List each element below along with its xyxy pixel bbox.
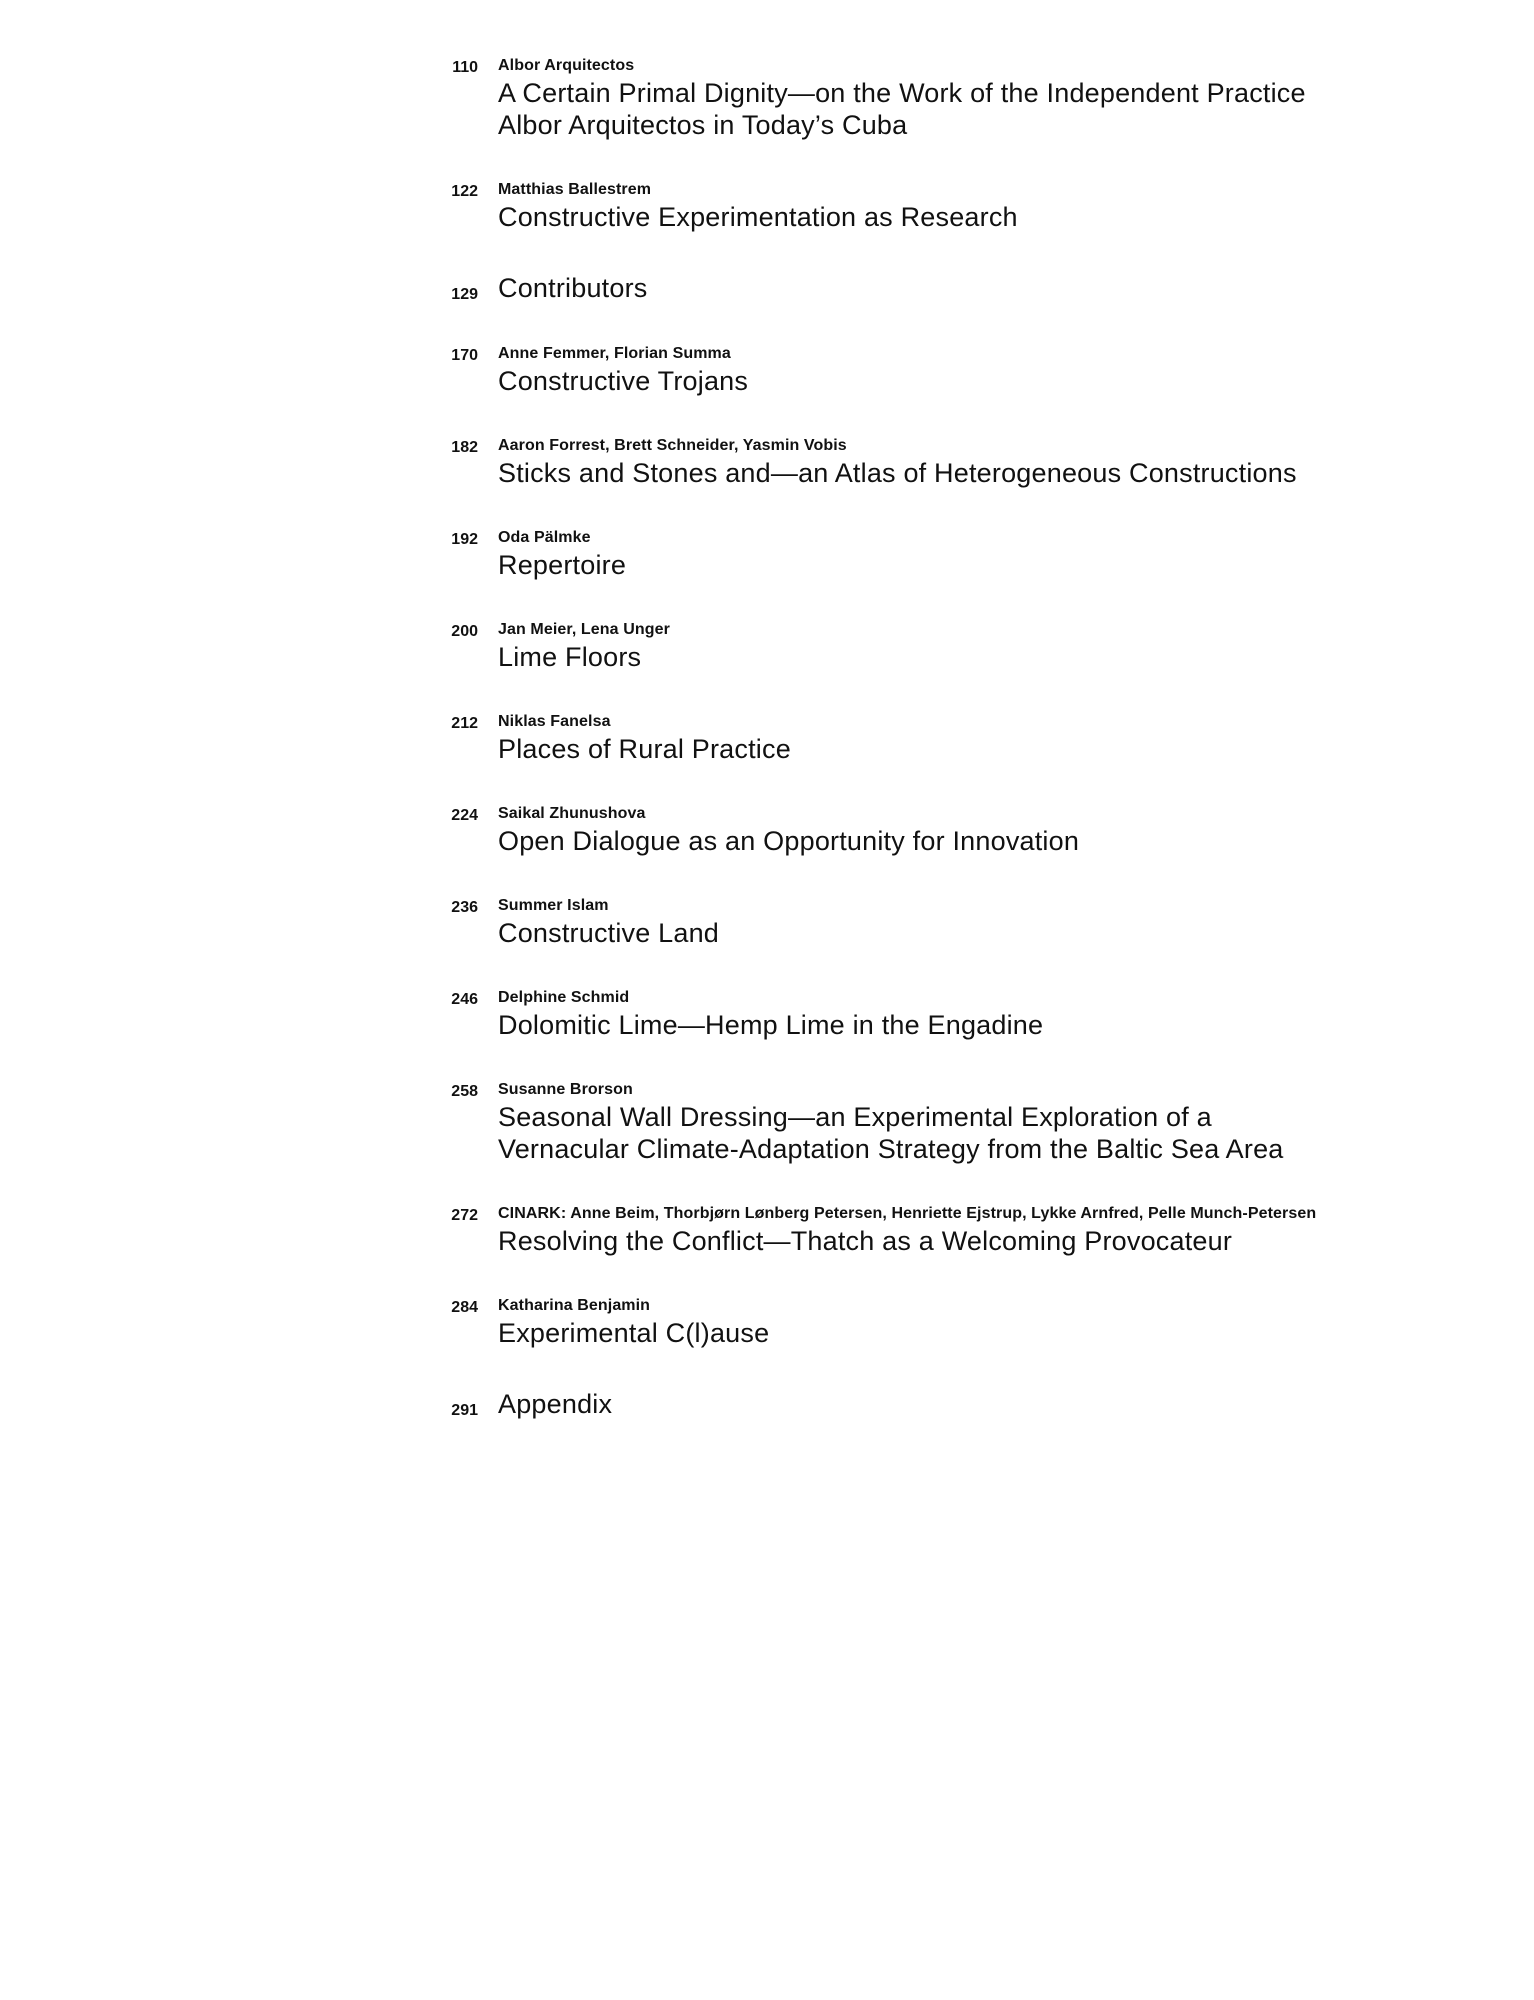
toc-entry (440, 987, 1500, 1041)
toc-entry (440, 343, 1500, 397)
entry-author: Albor Arquitectos (498, 57, 635, 74)
page-number: 129 (451, 286, 478, 303)
entry-title-line: Sticks and Stones and—an Atlas of Heterogeneous Constructions (498, 458, 1297, 488)
entry-author: Oda Pälmke (498, 529, 591, 546)
entry-title-line: Experimental C(l)ause (498, 1318, 770, 1348)
entry-title-line: Places of Rural Practice (498, 734, 791, 764)
toc-entry (440, 1295, 1500, 1349)
entry-author: Anne Femmer, Florian Summa (498, 345, 731, 362)
entry-author: Matthias Ballestrem (498, 181, 652, 198)
page-number: 258 (451, 1083, 478, 1100)
page-number: 110 (452, 59, 478, 76)
page-number: 212 (451, 715, 478, 732)
entry-title-line: Repertoire (498, 550, 627, 580)
entry-title-line: Lime Floors (498, 642, 642, 672)
entry-title-line: Dolomitic Lime—Hemp Lime in the Engadine (498, 1010, 1044, 1040)
entry-title-line: Seasonal Wall Dressing—an Experimental Exploration of a (498, 1102, 1212, 1132)
entry-author: Summer Islam (498, 897, 609, 914)
page-number: 170 (451, 347, 478, 364)
entry-title-line: Open Dialogue as an Opportunity for Innovation (498, 826, 1080, 856)
toc-entry (440, 803, 1500, 857)
entry-title-line: Constructive Land (498, 918, 720, 948)
toc-entry (440, 1203, 1500, 1257)
entry-author: Delphine Schmid (498, 989, 630, 1006)
toc-entry (440, 895, 1500, 949)
table-of-contents (440, 55, 1500, 1421)
entry-author: Susanne Brorson (498, 1081, 633, 1098)
entry-author: Saikal Zhunushova (498, 805, 646, 822)
page-number: 192 (451, 531, 478, 548)
page-number: 246 (451, 991, 478, 1008)
toc-entry (440, 435, 1500, 489)
toc-entry (440, 179, 1500, 233)
page-number: 182 (451, 439, 478, 456)
entry-title-line: A Certain Primal Dignity—on the Work of the Independent Practice (498, 78, 1306, 108)
entry-author: Niklas Fanelsa (498, 713, 611, 730)
entry-author: Katharina Benjamin (498, 1297, 651, 1314)
entry-author: Jan Meier, Lena Unger (498, 621, 670, 638)
entry-title-line: Vernacular Climate-Adaptation Strategy from the Baltic Sea Area (498, 1134, 1284, 1164)
page-number: 284 (451, 1299, 478, 1316)
page-number: 122 (451, 183, 478, 200)
toc-entry (440, 711, 1500, 765)
page-number: 291 (451, 1402, 478, 1419)
entry-title-line: Constructive Experimentation as Research (498, 202, 1018, 232)
toc-entry (440, 1387, 1500, 1421)
page-number: 236 (451, 899, 478, 916)
toc-entry (440, 55, 1500, 141)
toc-entry (440, 527, 1500, 581)
toc-entry (440, 1079, 1500, 1165)
entry-author: CINARK: Anne Beim, Thorbjørn Lønberg Petersen, Henriette Ejstrup, Lykke Arnfred, Pelle Munch-Petersen (498, 1205, 1317, 1222)
entry-title-line: Contributors (498, 273, 648, 303)
toc-entry (440, 619, 1500, 673)
entry-title-line: Albor Arquitectos in Today’s Cuba (498, 110, 908, 140)
entry-title-line: Resolving the Conflict—Thatch as a Welcoming Provocateur (498, 1226, 1233, 1256)
entry-title-line: Constructive Trojans (498, 366, 749, 396)
page-number: 272 (451, 1207, 478, 1224)
toc-entry (440, 271, 1500, 305)
page-number: 200 (451, 623, 478, 640)
page-number: 224 (451, 807, 478, 824)
entry-author: Aaron Forrest, Brett Schneider, Yasmin Vobis (498, 437, 847, 454)
entry-title-line: Appendix (498, 1389, 613, 1419)
